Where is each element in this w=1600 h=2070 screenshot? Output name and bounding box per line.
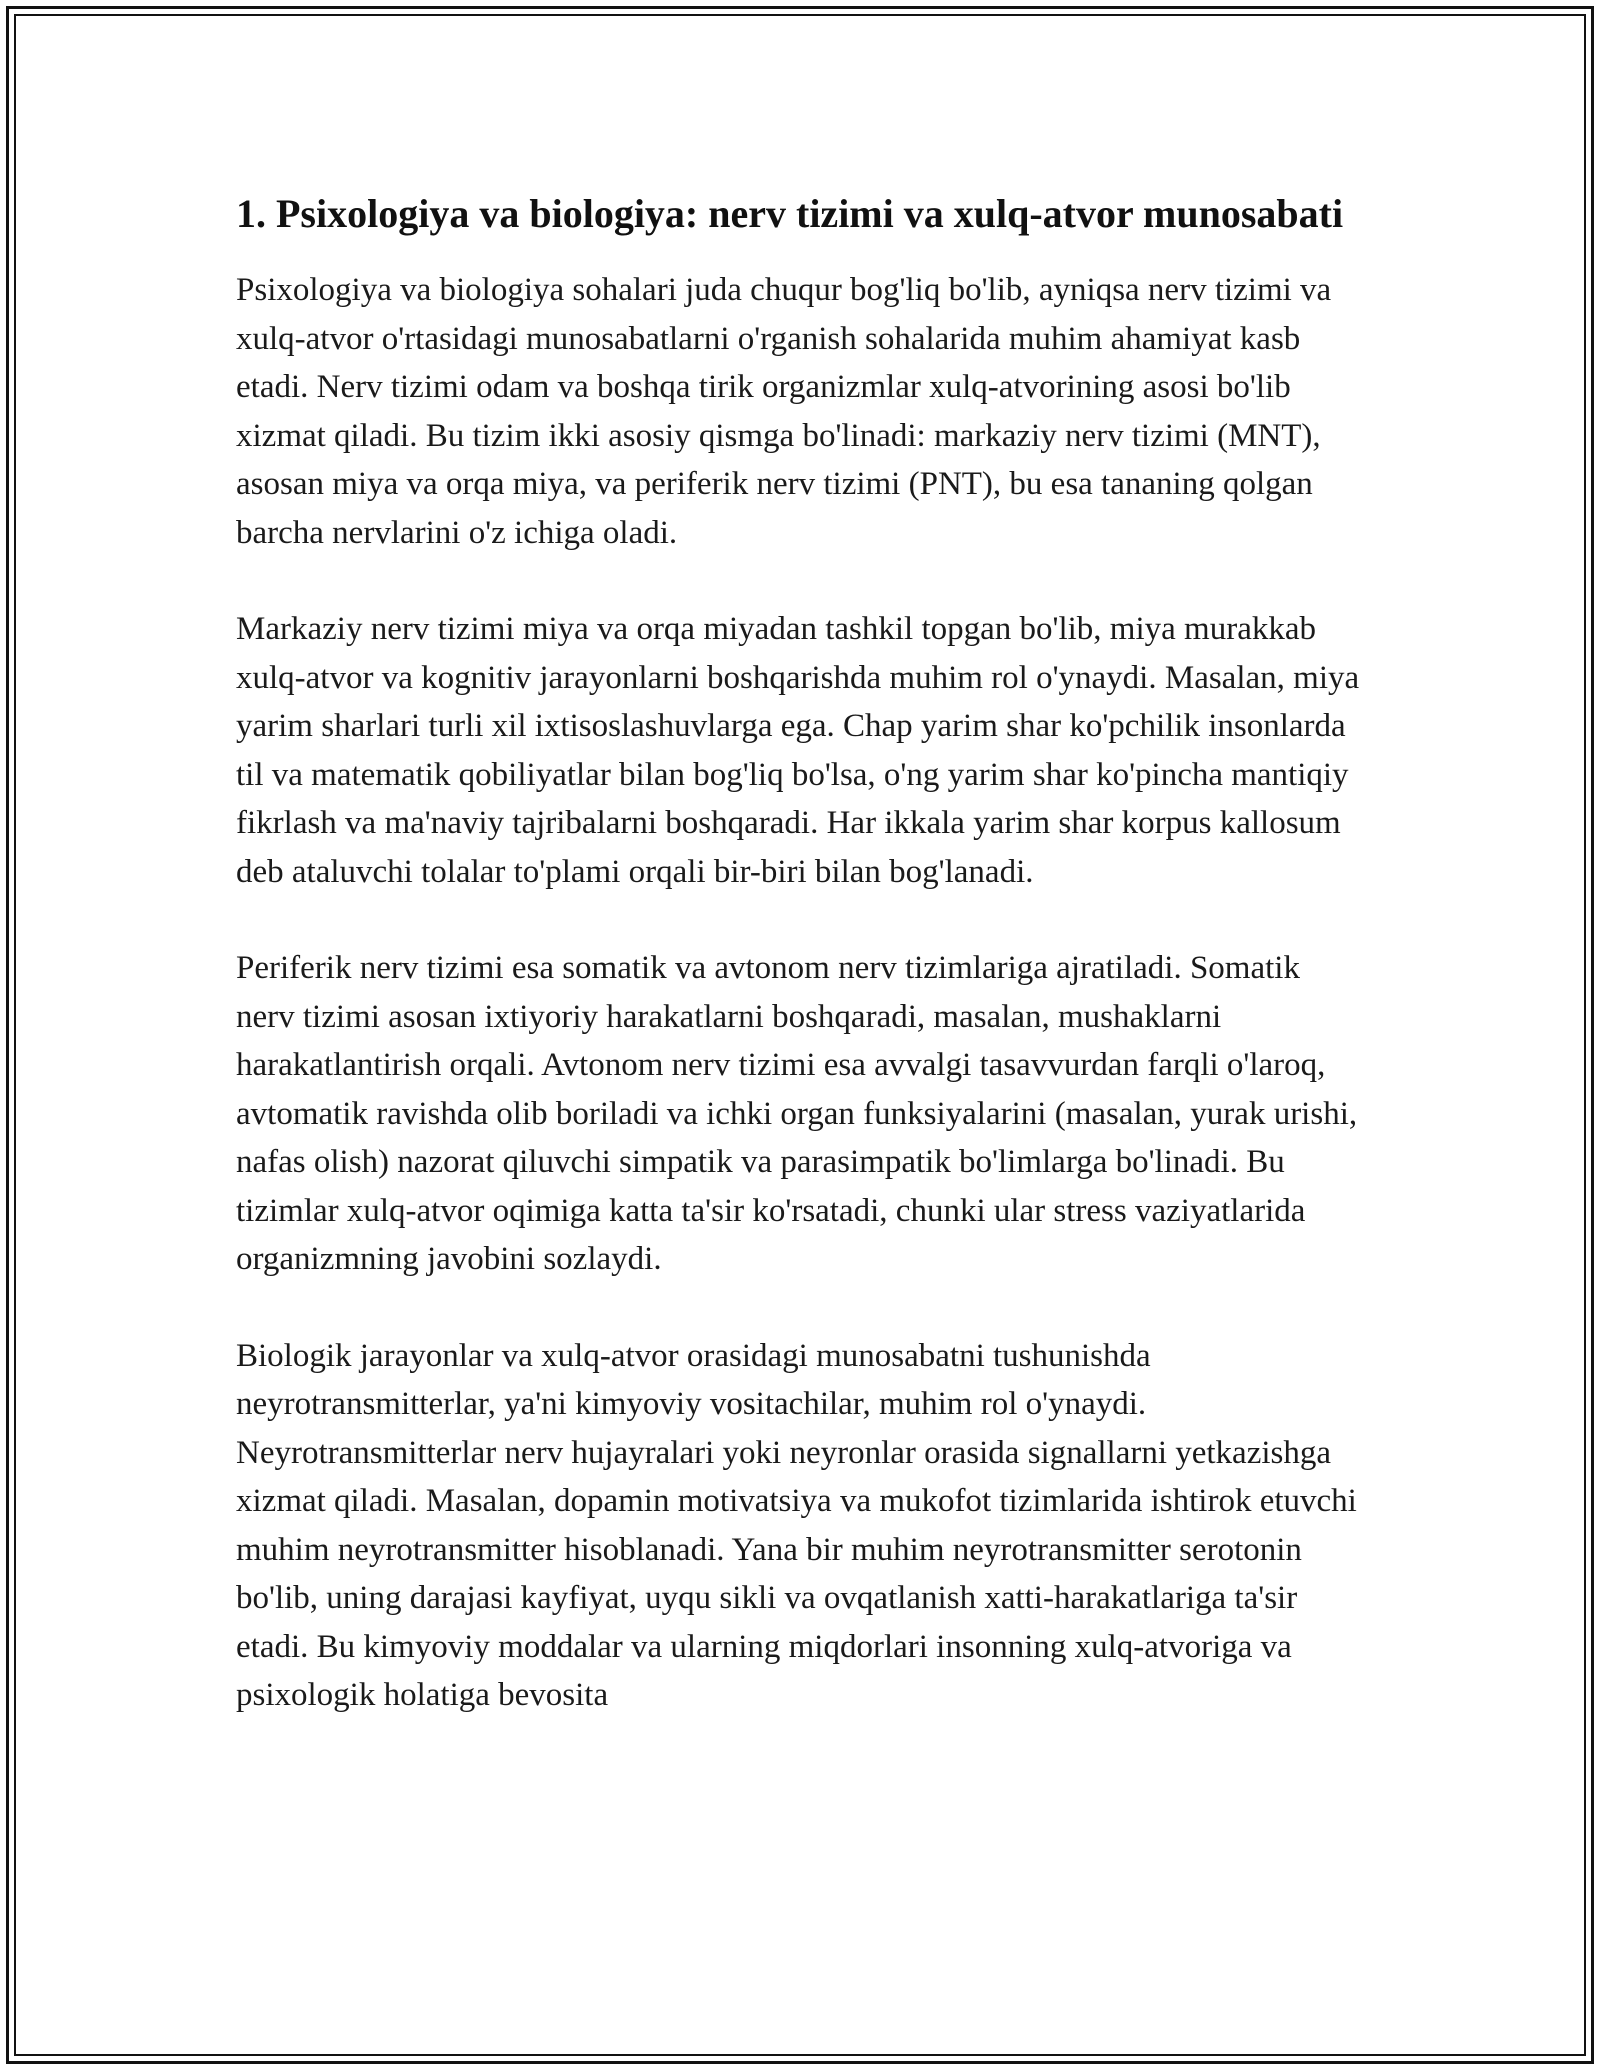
paragraph-central-nervous-system: Markaziy nerv tizimi miya va orqa miyadan tashkil topgan bo'lib, miya murakkab xulq-atvor va kognitiv jarayonlarni boshqarishda muhim rol o'ynaydi. Masalan, miya yarim sharlari turli xil ixtisoslashuvlarga ega. Chap yarim shar ko'pchilik insonlarda til va matematik qobiliyatlar bilan bog'liq bo'lsa, o'ng yarim shar ko'pincha mantiqiy fikrlash va ma'naviy tajribalarni boshqaradi. Har ikkala yarim shar korpus kallosum deb ataluvchi tolalar to'plami orqali bir-biri bilan bog'lanadi. — [236, 611, 1360, 890]
paragraph-peripheral-nervous-system: Periferik nerv tizimi esa somatik va avtonom nerv tizimlariga ajratiladi. Somatik nerv tizimi asosan ixtiyoriy harakatlarni boshqaradi, masalan, mushaklarni harakatlantirish orqali. Avtonom nerv tizimi esa avvalgi tasavvurdan farqli o'laroq, avtomatik ravishda olib boriladi va ichki organ funksiyalarini (masalan, yurak urishi, nafas olish) nazorat qiluvchi simpatik va parasimpatik bo'limlarga bo'linadi. Bu tizimlar xulq-atvor oqimiga katta ta'sir ko'rsatadi, chunki ular stress vaziyatlarida organizmning javobini sozlaydi. — [236, 950, 1358, 1277]
document-body — [236, 186, 1366, 1768]
paragraph-nervous-system-intro: Psixologiya va biologiya sohalari juda chuqur bog'liq bo'lib, ayniqsa nerv tizimi va xulq-atvor o'rtasidagi munosabatlarni o'rganish sohalarida muhim ahamiyat kasb etadi. Nerv tizimi odam va boshqa tirik organizmlar xulq-atvorining asosi bo'lib xizmat qiladi. Bu tizim ikki asosiy qismga bo'linadi: markaziy nerv tizimi (MNT), asosan miya va orqa miya, va periferik nerv tizimi (PNT), bu esa tananing qolgan barcha nervlarini o'z ichiga oladi. — [236, 272, 1332, 551]
section-heading: 1. Psixologiya va biologiya: nerv tizimi va xulq-atvor munosabati — [236, 191, 1344, 236]
paragraph-neurotransmitters: Biologik jarayonlar va xulq-atvor orasidagi munosabatni tushunishda neyrotransmitterlar, ya'ni kimyoviy vositachilar, muhim rol o'ynaydi. Neyrotransmitterlar nerv hujayralari yoki neyronlar orasida signallarni yetkazishga xizmat qiladi. Masalan, dopamin motivatsiya va mukofot tizimlarida ishtirok etuvchi muhim neyrotransmitter hisoblanadi. Yana bir muhim neyrotransmitter serotonin bo'lib, uning darajasi kayfiyat, uyqu sikli va ovqatlanish xatti-harakatlariga ta'sir etadi. Bu kimyoviy moddalar va ularning miqdorlari insonning xulq-atvoriga va psixologik holatiga bevosita — [236, 1337, 1357, 1713]
